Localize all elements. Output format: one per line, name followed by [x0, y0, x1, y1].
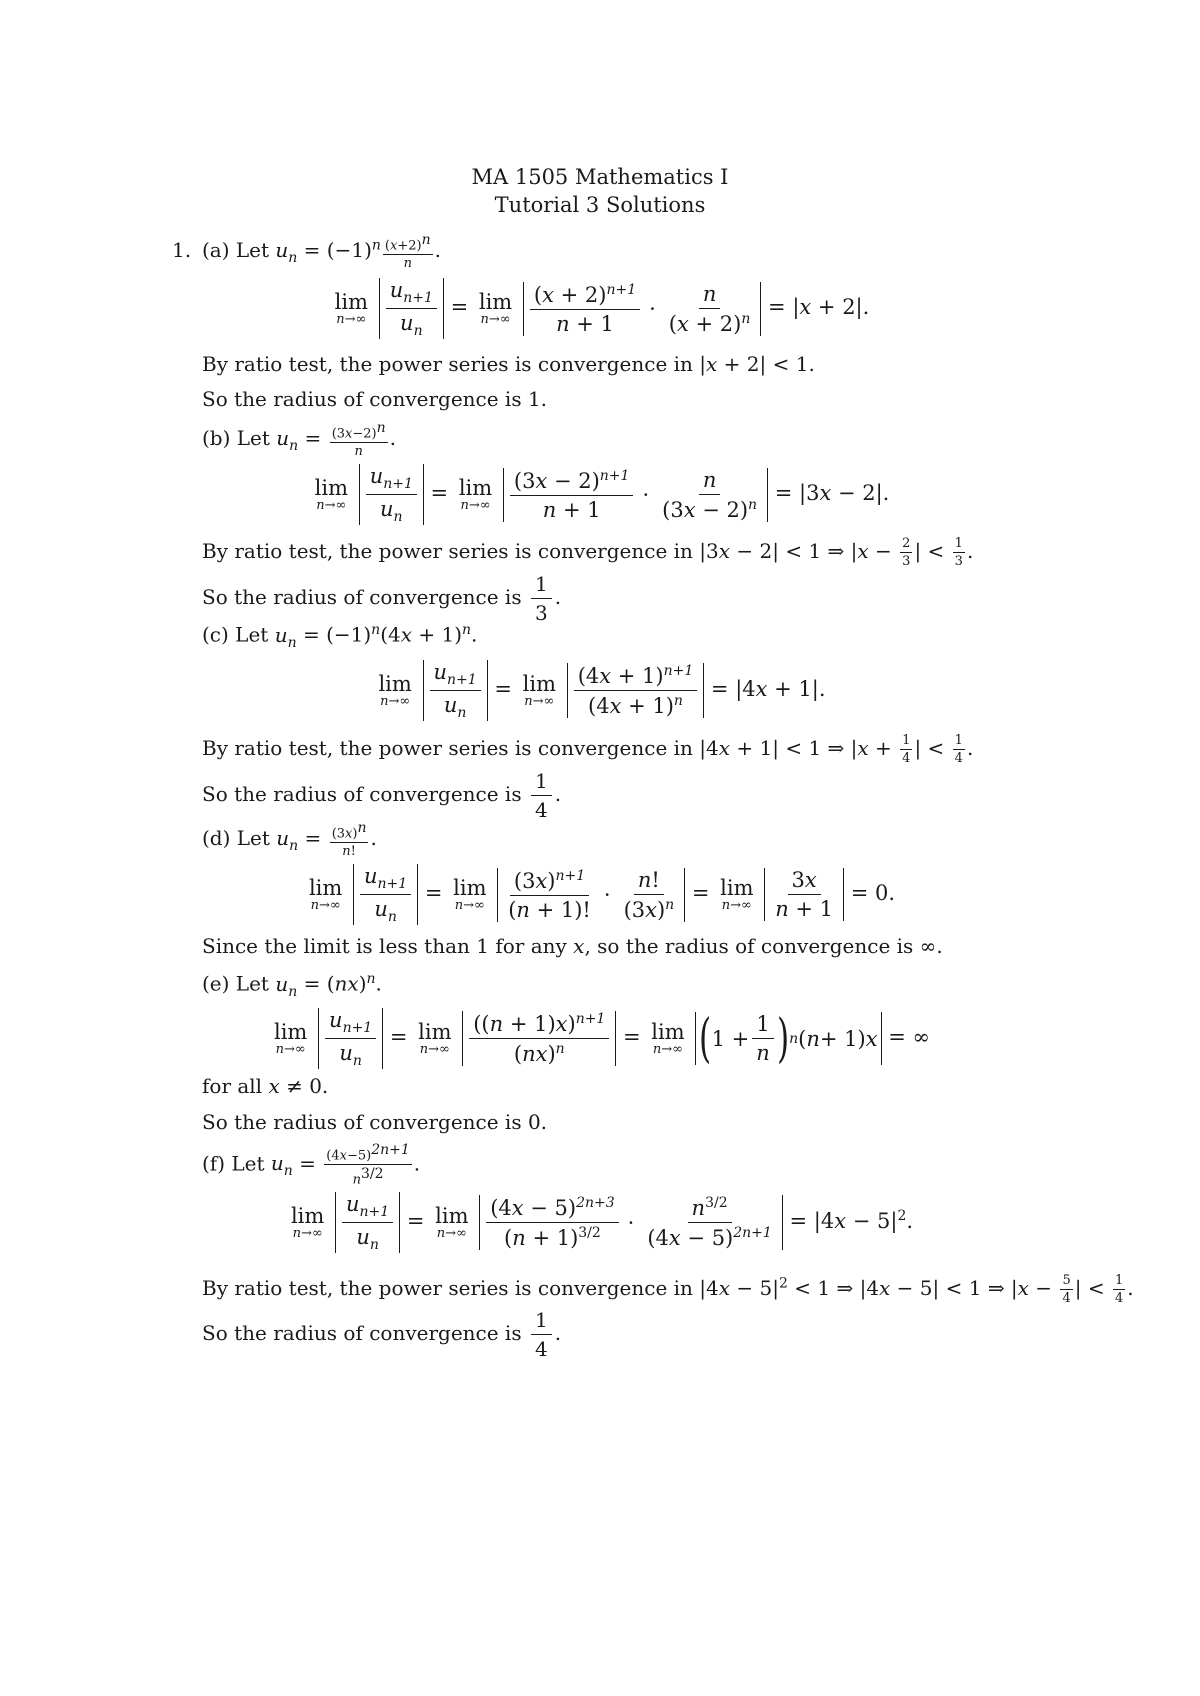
- part-f-radius: So the radius of convergence is $\frac{1}{4}$ .: [202, 1308, 562, 1361]
- part-a-conclusion: By ratio test, the power series is convergence in |x + 2| < 1.: [202, 352, 815, 376]
- part-a-label: (a) Let: [202, 238, 270, 263]
- part-b-conclusion: By ratio test, the power series is convergence in |3x − 2| < 1 ⇒ |x − $\frac{2}{3}$ | < $\frac{1}{3}$ .: [202, 536, 974, 569]
- part-c-label: (c) Let: [202, 622, 269, 647]
- part-c-radius: So the radius of convergence is $\frac{1}{4}$ .: [202, 769, 562, 822]
- part-e-equation: lim n→∞ $\frac{u_{n+1}}{u_n}$ = lim n→∞ $\frac{((n + 1)x)^{n+1}}{(nx)^n}$ = lim n→∞ ( 1 + $\frac{1}{n}$ ) n ( n + 1) x = ∞: [273, 1008, 930, 1070]
- part-e-label: (e) Let: [202, 971, 269, 996]
- part-b-radius: So the radius of convergence is $\frac{1}{3}$ .: [202, 572, 562, 625]
- part-d-conclusion: Since the limit is less than 1 for any x, so the radius of convergence is ∞.: [202, 934, 943, 958]
- part-c-equation: lim n→∞ $\frac{u_{n+1}}{u_n}$ = lim n→∞ $\frac{(4x + 1)^{n+1}}{(4x + 1)^n}$ = |4x + 1|.: [378, 660, 826, 722]
- part-a-equation: lim n→∞ $\frac{u_{n+1}}{u_n}$ = lim n→∞ $\frac{(x + 2)^{n+1}}{n + 1}$ · $\frac{n}{(x + 2)^n}$ = |x + 2|.: [334, 278, 870, 340]
- part-f-definition: (f) Let $u_n$ = $\frac{(4x-5)^{2n+1}}{n^{3/2}}$ .: [202, 1142, 421, 1188]
- part-d-label: (d) Let: [202, 826, 270, 851]
- document-subtitle: Tutorial 3 Solutions: [494, 193, 706, 217]
- part-c-definition: (c) Let $u_n = (-1)^n(4x + 1)^n$.: [202, 622, 478, 651]
- document-title: MA 1505 Mathematics I: [471, 165, 729, 189]
- part-a-radius: So the radius of convergence is 1.: [202, 387, 548, 411]
- part-a-definition: [202, 232, 441, 271]
- part-d-equation: lim n→∞ $\frac{u_{n+1}}{u_n}$ = lim n→∞ $\frac{(3x)^{n+1}}{(n + 1)!}$ · $\frac{n!}{(3x)^n}$ = lim n→∞ $\frac{3x}{n + 1}$ = 0.: [308, 864, 896, 926]
- part-e-radius: So the radius of convergence is 0.: [202, 1110, 548, 1134]
- part-f-equation: lim n→∞ $\frac{u_{n+1}}{u_n}$ = lim n→∞ $\frac{(4x - 5)^{2n+3}}{(n + 1)^{3/2}}$ · $\frac{n^{3/2}}{(4x - 5)^{2n+1}}$ = $|4x - 5|^2$.: [290, 1192, 914, 1254]
- part-f-label: (f) Let: [202, 1151, 265, 1176]
- part-f-conclusion: By ratio test, the power series is convergence in $|4x - 5|^2 < 1$ ⇒ |4x − 5| < 1 ⇒ |x − $\frac{5}{4}$ | < $\frac{1}{4}$ .: [202, 1273, 1134, 1306]
- part-b-equation: lim n→∞ $\frac{u_{n+1}}{u_n}$ = lim n→∞ $\frac{(3x - 2)^{n+1}}{n + 1}$ · $\frac{n}{(3x - 2)^n}$ = |3x − 2|.: [314, 464, 890, 526]
- part-a-formula: $u_n = (-1)^n$ $\frac{(x+2)^n}{n}$ .: [275, 232, 441, 272]
- part-b-definition: (b) Let $u_n$ = $\frac{(3x-2)^n}{n}$ .: [202, 420, 397, 460]
- part-e-definition: (e) Let $u_n = (nx)^n$.: [202, 971, 382, 1000]
- part-c-conclusion: By ratio test, the power series is convergence in |4x + 1| < 1 ⇒ |x + $\frac{1}{4}$ | < $\frac{1}{4}$ .: [202, 733, 974, 766]
- problem-number: 1.: [172, 238, 192, 262]
- part-e-for-all: for all x ≠ 0.: [202, 1074, 329, 1098]
- part-b-label: (b) Let: [202, 426, 270, 451]
- part-d-definition: (d) Let $u_n$ = $\frac{(3x)^n}{n!}$ .: [202, 820, 377, 860]
